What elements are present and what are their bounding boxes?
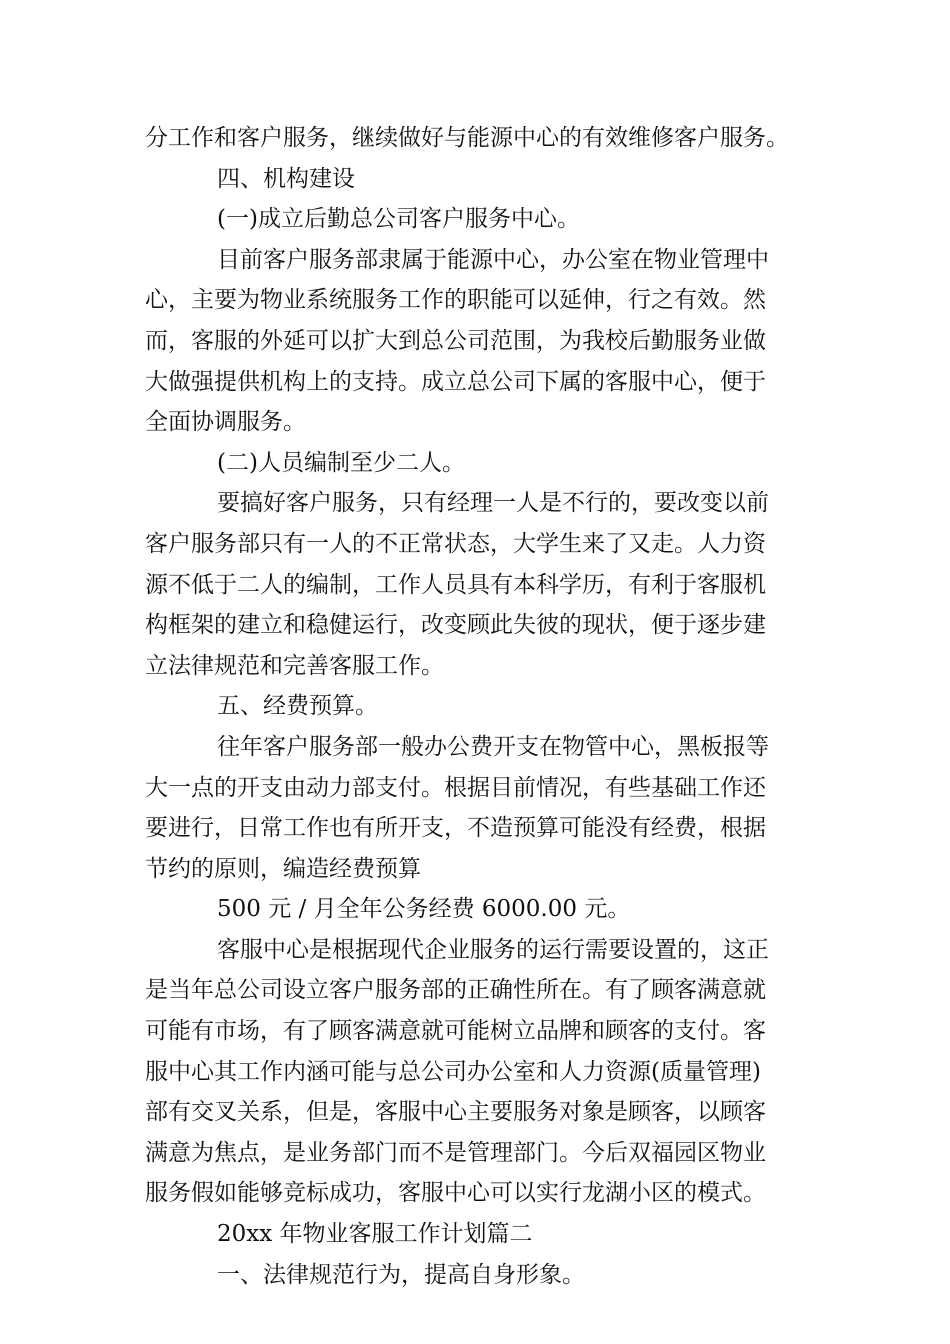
text-line: 心，主要为物业系统服务工作的职能可以延伸，行之有效。然 [145, 287, 766, 314]
text-line: 要搞好客户服务，只有经理一人是不行的，要改变以前 [217, 490, 769, 517]
text-line: 四、机构建设 [217, 165, 355, 192]
document-body [145, 118, 805, 1295]
text-line: 可能有市场，有了顾客满意就可能树立品牌和顾客的支付。客 [145, 1018, 766, 1045]
text-line: 目前客户服务部隶属于能源中心，办公室在物业管理中 [217, 246, 769, 273]
text-line: 大做强提供机构上的支持。成立总公司下属的客服中心，便于 [145, 368, 766, 395]
text-line: 客服中心是根据现代企业服务的运行需要设置的，这正 [217, 936, 769, 963]
text-line: 满意为焦点，是业务部门而不是管理部门。今后双福园区物业 [145, 1139, 766, 1166]
text-line: 全面协调服务。 [145, 409, 306, 436]
text-line: 分工作和客户服务，继续做好与能源中心的有效维修客户服务。 [145, 125, 789, 151]
text-line: 源不低于二人的编制，工作人员具有本科学历，有利于客服机 [145, 571, 766, 598]
text-line: 20xx 年物业客服工作计划篇二 [217, 1221, 533, 1248]
text-line: 大一点的开支由动力部支付。根据目前情况，有些基础工作还 [145, 774, 766, 801]
text-line: 是当年总公司设立客户服务部的正确性所在。有了顾客满意就 [145, 977, 766, 1004]
text-line: 立法律规范和完善客服工作。 [145, 652, 444, 679]
text-line: 构框架的建立和稳健运行，改变顾此失彼的现状，便于逐步建 [145, 612, 766, 639]
text-line: 一、法律规范行为，提高自身形象。 [217, 1261, 585, 1288]
text-line: (一)成立后勤总公司客户服务中心。 [217, 206, 580, 233]
text-line: 服中心其工作内涵可能与总公司办公室和人力资源(质量管理) [145, 1058, 761, 1085]
text-line: 要进行，日常工作也有所开支，不造预算可能没有经费，根据 [145, 815, 766, 842]
text-line: 客户服务部只有一人的不正常状态，大学生来了又走。人力资 [145, 530, 766, 557]
text-line: 节约的原则，编造经费预算 [145, 855, 421, 882]
text-line: 部有交叉关系，但是，客服中心主要服务对象是顾客，以顾客 [145, 1099, 766, 1126]
text-line: 500 元 / 月全年公务经费 6000.00 元。 [217, 896, 631, 923]
text-line: 五、经费预算。 [217, 693, 378, 720]
text-line: (二)人员编制至少二人。 [217, 449, 465, 476]
text-line: 往年客户服务部一般办公费开支在物管中心，黑板报等 [217, 733, 769, 760]
text-line: 服务假如能够竞标成功，客服中心可以实行龙湖小区的模式。 [145, 1180, 766, 1207]
text-line: 而，客服的外延可以扩大到总公司范围，为我校后勤服务业做 [145, 327, 766, 354]
